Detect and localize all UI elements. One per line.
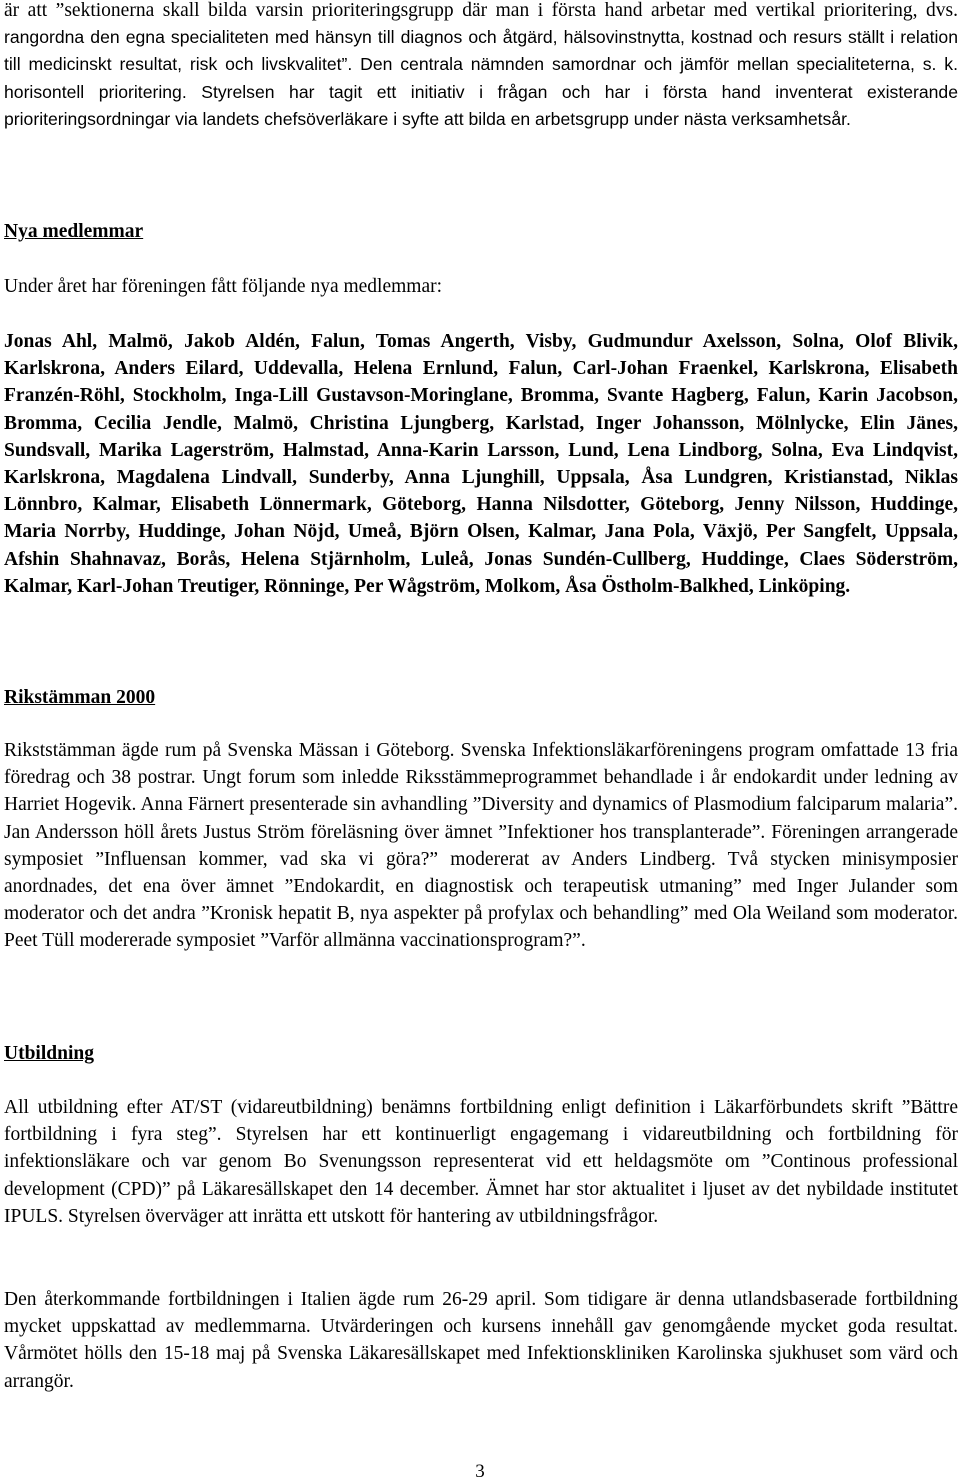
heading-education: Utbildning bbox=[4, 1043, 94, 1064]
members-list: Jonas Ahl, Malmö, Jakob Aldén, Falun, Tomas Angerth, Visby, Gudmundur Axelsson, Solna, Olof Blivik, Karlskrona, Anders Eilard, Uddevalla, Helena Ernlund, Falun, Carl-Johan Fraenkel, Karlskrona, Elisabeth Franzén-Röhl, Stockholm, Inga-Lill Gustavson-Moringlane, Bromma, Svante Hagberg, Falun, Karin Jacobson, Bromma, Cecilia Jendle, Malmö, Christina Ljungberg, Karlstad, Inger Johansson, Mölnlycke, Elin Jänes, Sundsvall, Marika Lagerström, Halmstad, Anna-Karin Larsson, Lund, Lena Lindborg, Solna, Eva Lindqvist, Karlskrona, Magdalena Lindvall, Sunderby, Anna Ljunghill, Uppsala, Åsa Lundgren, Kristianstad, Niklas Lönnbro, Kalmar, Elisabeth Lönnermark, Göteborg, Hanna Nilsdotter, Göteborg, Jenny Nilsson, Huddinge, Maria Norrby, Huddinge, Johan Nöjd, Umeå, Björn Olsen, Kalmar, Jana Pola, Växjö, Per Sangfelt, Uppsala, Afshin Shahnavaz, Borås, Helena Stjärnholm, Luleå, Jonas Sundén-Cullberg, Huddinge, Claes Söderström, Kalmar, Karl-Johan Treutiger, Rönninge, Per Wågström, Molkom, Åsa Östholm-Balkhed, Linköping. bbox=[4, 331, 958, 597]
page-number: 3 bbox=[475, 1461, 485, 1482]
education-paragraph-1: All utbildning efter AT/ST (vidareutbildning) benämns fortbildning enligt definition i Läkarförbundets skrift ”Bättre fortbildning i fyra steg”. Styrelsen har ett kontinuerligt engagemang i vidareutbildning och fortbildning för infektionsläkare och var genom Bo Svenungsson representerat vid ett heldagsmöte om ”Continous professional development (CPD)” på Läkaresällskapet den 14 december. Ämnet har stor aktualitet i ljuset av det nybildade institutet IPULS. Styrelsen överväger att inrätta ett utskott för hantering av utbildningsfrågor. bbox=[4, 1097, 958, 1227]
intro-text-sans: rangordna den egna specialiteten med hänsyn till diagnos och åtgärd, hälsovinstnytta, kostnad och resurs ställt i relation till medicinskt resultat, risk och livskvalitet”. Den centrala nämnden samordnar och jämför mellan specialiteterna, s. k. horisontell prioritering. Styrelsen har tagit ett initiativ i frågan och har i första hand inventerat existerande prioriteringsordningar via landets chefsöverläkare i syfte att bilda en arbetsgrupp under nästa verksamhetsår. bbox=[4, 27, 958, 129]
members-intro: Under året har föreningen fått följande nya medlemmar: bbox=[4, 276, 443, 297]
intro-text-serif: är att ”sektionerna skall bilda varsin prioriteringsgrupp där man i första hand arbetar med vertikal prioritering, dvs. bbox=[4, 0, 958, 21]
riksstamman-paragraph: Rikststämman ägde rum på Svenska Mässan i Göteborg. Svenska Infektionsläkarföreningens program omfattade 13 fria föredrag och 38 postrar. Ungt forum som inledde Riksstämmeprogrammet behandlade i år endokardit under ledning av Harriet Hogevik. Anna Färnert presenterade sin avhandling ”Diversity and dynamics of Plasmodium falciparum malaria”. Jan Andersson höll årets Justus Ström föreläsning över ämnet ”Infektioner hos transplanterade”. Föreningen arrangerade symposiet ”Influensan kommer, vad ska vi göra?” modererat av Anders Lindberg. Två stycken minisymposier anordnades, det ena över ämnet ”Endokardit, en diagnostisk och terapeutisk utmaning” med Inger Julander som moderator och det andra ”Kronisk hepatit B, nya aspekter på profylax och behandling” med Ola Weiland som moderator. Peet Tüll modererade symposiet ”Varför allmänna vaccinationsprogram?”. bbox=[4, 740, 958, 952]
heading-riksstamman: Rikstämman 2000 bbox=[4, 687, 156, 708]
heading-new-members: Nya medlemmar bbox=[4, 221, 144, 242]
intro-paragraph bbox=[4, 0, 958, 133]
education-paragraph-2: Den återkommande fortbildningen i Italien ägde rum 26-29 april. Som tidigare är denna utlandsbaserade fortbildning mycket uppskattad av medlemmarna. Utvärderingen och kursens innehåll gav genomgående mycket goda resultat. Vårmötet hölls den 15-18 maj på Svenska Läkaresällskapet med Infektionskliniken Karolinska sjukhuset som värd och arrangör. bbox=[4, 1289, 958, 1392]
